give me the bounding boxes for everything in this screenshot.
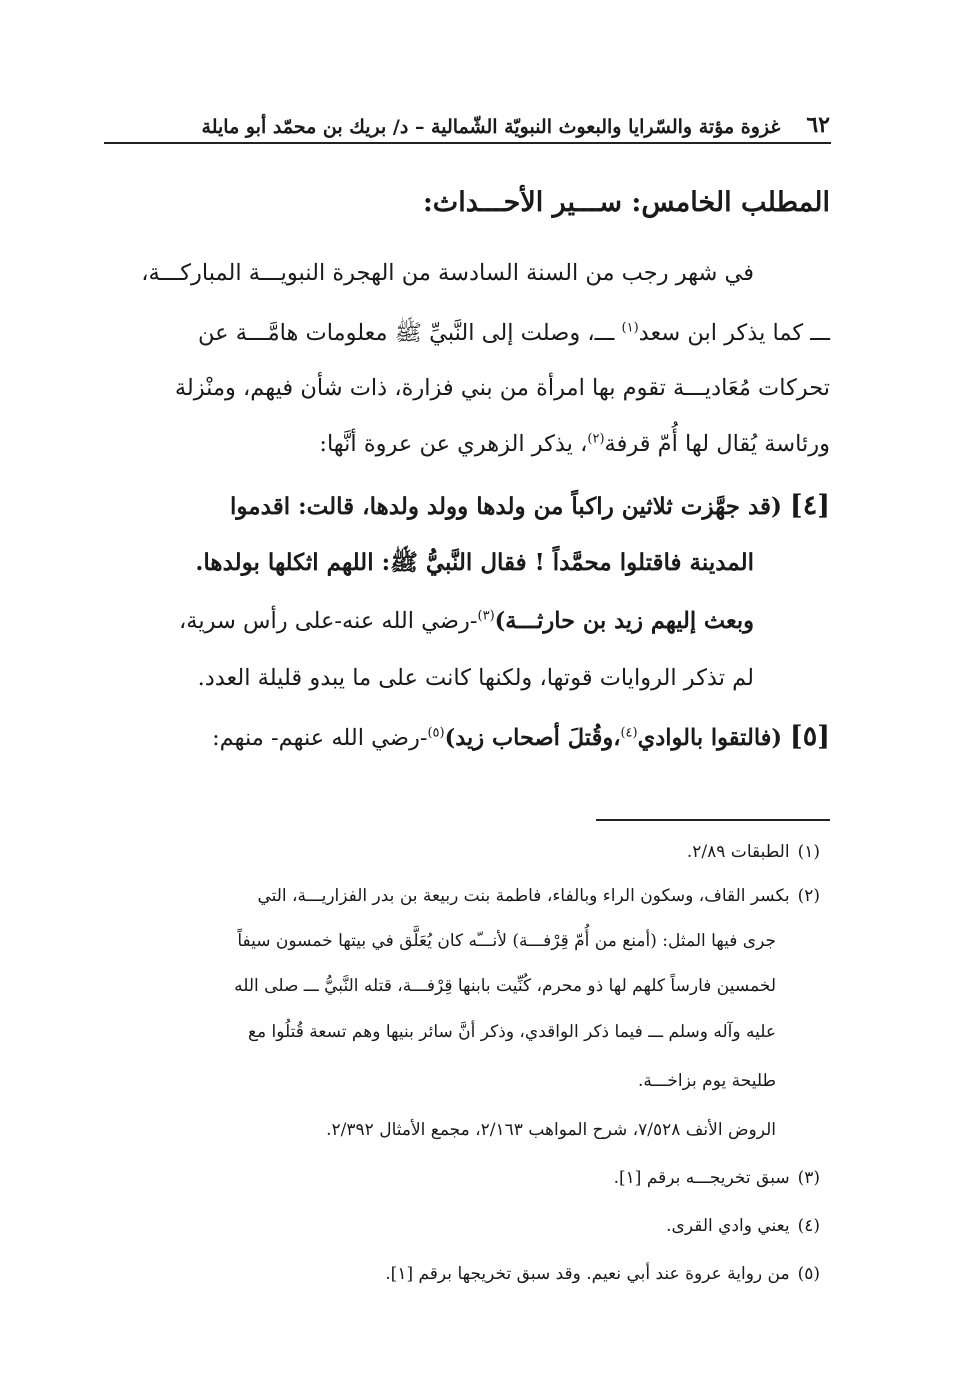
footnote-ref-2: (٢)	[587, 431, 605, 447]
footnote-text: الطبقات ٢/٨٩.	[686, 842, 790, 862]
running-header	[105, 104, 830, 138]
body-line-1: في شهر رجب من السنة السادسة من الهجرة النبويـــة المباركـــة،	[141, 260, 754, 286]
footnote-text: بكسر القاف، وسكون الراء وبالفاء، فاطمة بنت ربيعة بن بدر الفزاريـــة، التي	[257, 886, 790, 906]
narration-text: (فالتقوا بالوادي	[637, 725, 790, 751]
footnote-4	[666, 1218, 820, 1235]
narration-number: [٥]	[789, 721, 830, 752]
footnote-ref-3: (٣)	[477, 608, 495, 624]
body-text: ، يذكر الزهري عن عروة أنَّها:	[319, 431, 588, 457]
footnote-text: سبق تخريجـــه برقم [١].	[613, 1168, 790, 1188]
footnote-5	[385, 1266, 820, 1283]
footnote-ref-5: (٥)	[427, 725, 445, 741]
footnote-number: (٤)	[797, 1216, 820, 1236]
footnote-1	[687, 844, 820, 861]
footnote-2	[257, 888, 820, 905]
footnote-rule	[596, 819, 830, 821]
header-rule	[104, 142, 831, 144]
narration-text: ،وقُتلَ أصحاب زيد)	[444, 725, 621, 751]
narration-text: وبعث إليهم زيد بن حارثـــة)	[494, 608, 754, 634]
footnote-text: يعني وادي القرى.	[666, 1216, 790, 1236]
running-title: غزوة مؤتة والسّرايا والبعوث النبويّة الشّمالية – د/ بريك بن محمّد أبو مايلة	[201, 116, 781, 138]
footnote-number: (٢)	[797, 886, 820, 906]
body-line-3: تحركات مُعَاديـــة تقوم بها امرأة من بني فزارة، ذات شأن فيهم، ومنْزلة	[174, 375, 830, 401]
footnote-2-line-6: الروض الأنف ٧/٥٢٨، شرح المواهب ٢/١٦٣، مجمع الأمثال ٢/٣٩٢.	[326, 1120, 776, 1140]
body-text: ـــ كما يذكر ابن سعد	[638, 320, 830, 346]
narration-text: (قد جهَّزت ثلاثين راكباً من ولدها وولد ولدها، قالت: اقدموا	[230, 493, 790, 520]
footnote-number: (٣)	[797, 1168, 820, 1188]
narration-number: [٤]	[789, 490, 830, 521]
body-text: -رضي الله عنهم- منهم:	[212, 725, 428, 751]
footnote-2-line-2: جرى فيها المثل: (أمنع من أُمّ قِرْفـــة) لأنـــّه كان يُعَلَّق في بيتها خمسون سيفاً	[237, 931, 776, 951]
footnote-ref-4: (٤)	[620, 725, 638, 741]
footnote-2-line-5: طليحة يوم بزاخـــة.	[637, 1071, 776, 1091]
body-text: ورئاسة يُقال لها أُمّ قرفة	[604, 431, 830, 457]
body-text: ـــ، وصلت إلى النَّبيِّ ﷺ معلومات هامَّـــة عن	[198, 320, 622, 346]
footnote-number: (١)	[797, 842, 820, 862]
body-line-9	[212, 723, 830, 750]
body-line-2	[198, 322, 830, 345]
footnote-text: من رواية عروة عند أبي نعيم. وقد سبق تخريجها برقم [١].	[385, 1264, 790, 1284]
body-line-8: لم تذكر الروايات قوتها، ولكنها كانت على ما يبدو قليلة العدد.	[197, 665, 754, 691]
page-number: ٦٢	[806, 112, 830, 138]
body-line-6: المدينة فاقتلوا محمَّداً ! فقال النَّبيُّ ﷺ: اللهم اثكلها بولدها.	[195, 549, 754, 576]
footnote-3	[614, 1170, 820, 1187]
footnote-ref-1: (١)	[621, 320, 639, 336]
footnote-number: (٥)	[797, 1264, 820, 1284]
body-text: -رضي الله عنه-على رأس سرية،	[179, 608, 478, 634]
body-line-5	[230, 492, 830, 519]
section-title: المطلب الخامس: ســـير الأحـــداث:	[422, 187, 830, 218]
body-line-4	[319, 433, 830, 456]
body-line-7	[179, 610, 754, 633]
footnote-2-line-3: لخمسين فارساً كلهم لها ذو محرم، كُنِّيت بابنها قِرْفـــة، قتله النَّبيُّ ـــ صلى الله	[234, 976, 776, 996]
footnote-2-line-4: عليه وآله وسلم ـــ فيما ذكر الواقدي، وذكر أنَّ سائر بنيها وهم تسعة قُتلُوا مع	[247, 1022, 776, 1042]
